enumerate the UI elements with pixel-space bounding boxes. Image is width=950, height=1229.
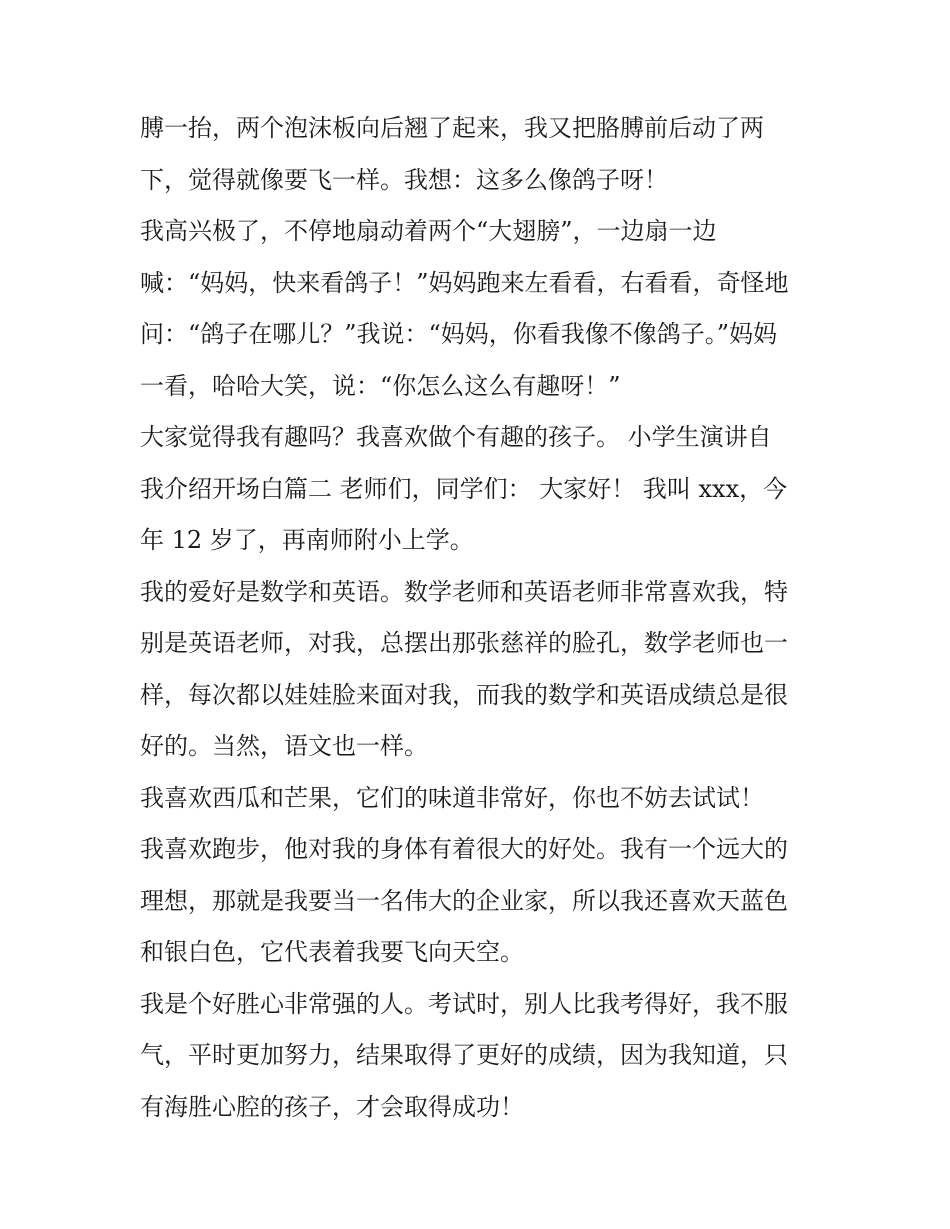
text-line: 别是英语老师，对我，总摆出那张慈祥的脸孔，数学老师也一 <box>140 629 788 657</box>
text-line: 喊：“妈妈，快来看鸽子！”妈妈跑来左看看，右看看，奇怪地 <box>140 268 789 297</box>
text-line: 膊一抬，两个泡沫板向后翘了起来，我又把胳膊前后动了两 <box>140 114 764 142</box>
text-line: 我的爱好是数学和英语。数学老师和英语老师非常喜欢我，特 <box>140 577 788 606</box>
text-line: 好的。当然，语文也一样。 <box>140 732 428 760</box>
text-line: 理想，那就是我要当一名伟大的企业家，所以我还喜欢天蓝色 <box>140 886 788 915</box>
text-line: 我喜欢跑步，他对我的身体有着很大的好处。我有一个远大的 <box>140 835 788 863</box>
text-line: 问：“鸽子在哪儿？”我说：“妈妈，你看我像不像鸽子。”妈妈 <box>140 320 778 348</box>
text-line: 有海胜心腔的孩子，才会取得成功！ <box>140 1092 524 1121</box>
text-line: 我是个好胜心非常强的人。考试时，别人比我考得好，我不服 <box>140 989 788 1018</box>
text-line: 一看，哈哈大笑，说：“你怎么这么有趣呀！” <box>140 371 621 400</box>
text-line: 年 12 岁了，再南师附小上学。 <box>140 526 474 554</box>
text-line: 我介绍开场白篇二 老师们，同学们： 大家好！ 我叫 xxx，今 <box>140 474 788 503</box>
text-line: 气，平时更加努力，结果取得了更好的成绩，因为我知道，只 <box>140 1041 788 1069</box>
text-line: 大家觉得我有趣吗？我喜欢做个有趣的孩子。 小学生演讲自 <box>140 423 772 451</box>
text-line: 下，觉得就像要飞一样。我想：这多么像鸽子呀！ <box>140 165 668 194</box>
document-body <box>140 103 820 1133</box>
text-line: 我高兴极了，不停地扇动着两个“大翅膀”，一边扇一边 <box>140 217 717 245</box>
text-line: 样，每次都以娃娃脸来面对我，而我的数学和英语成绩总是很 <box>140 680 788 709</box>
text-line: 和银白色，它代表着我要飞向天空。 <box>140 938 524 966</box>
text-line: 我喜欢西瓜和芒果，它们的味道非常好，你也不妨去试试！ <box>140 783 764 812</box>
